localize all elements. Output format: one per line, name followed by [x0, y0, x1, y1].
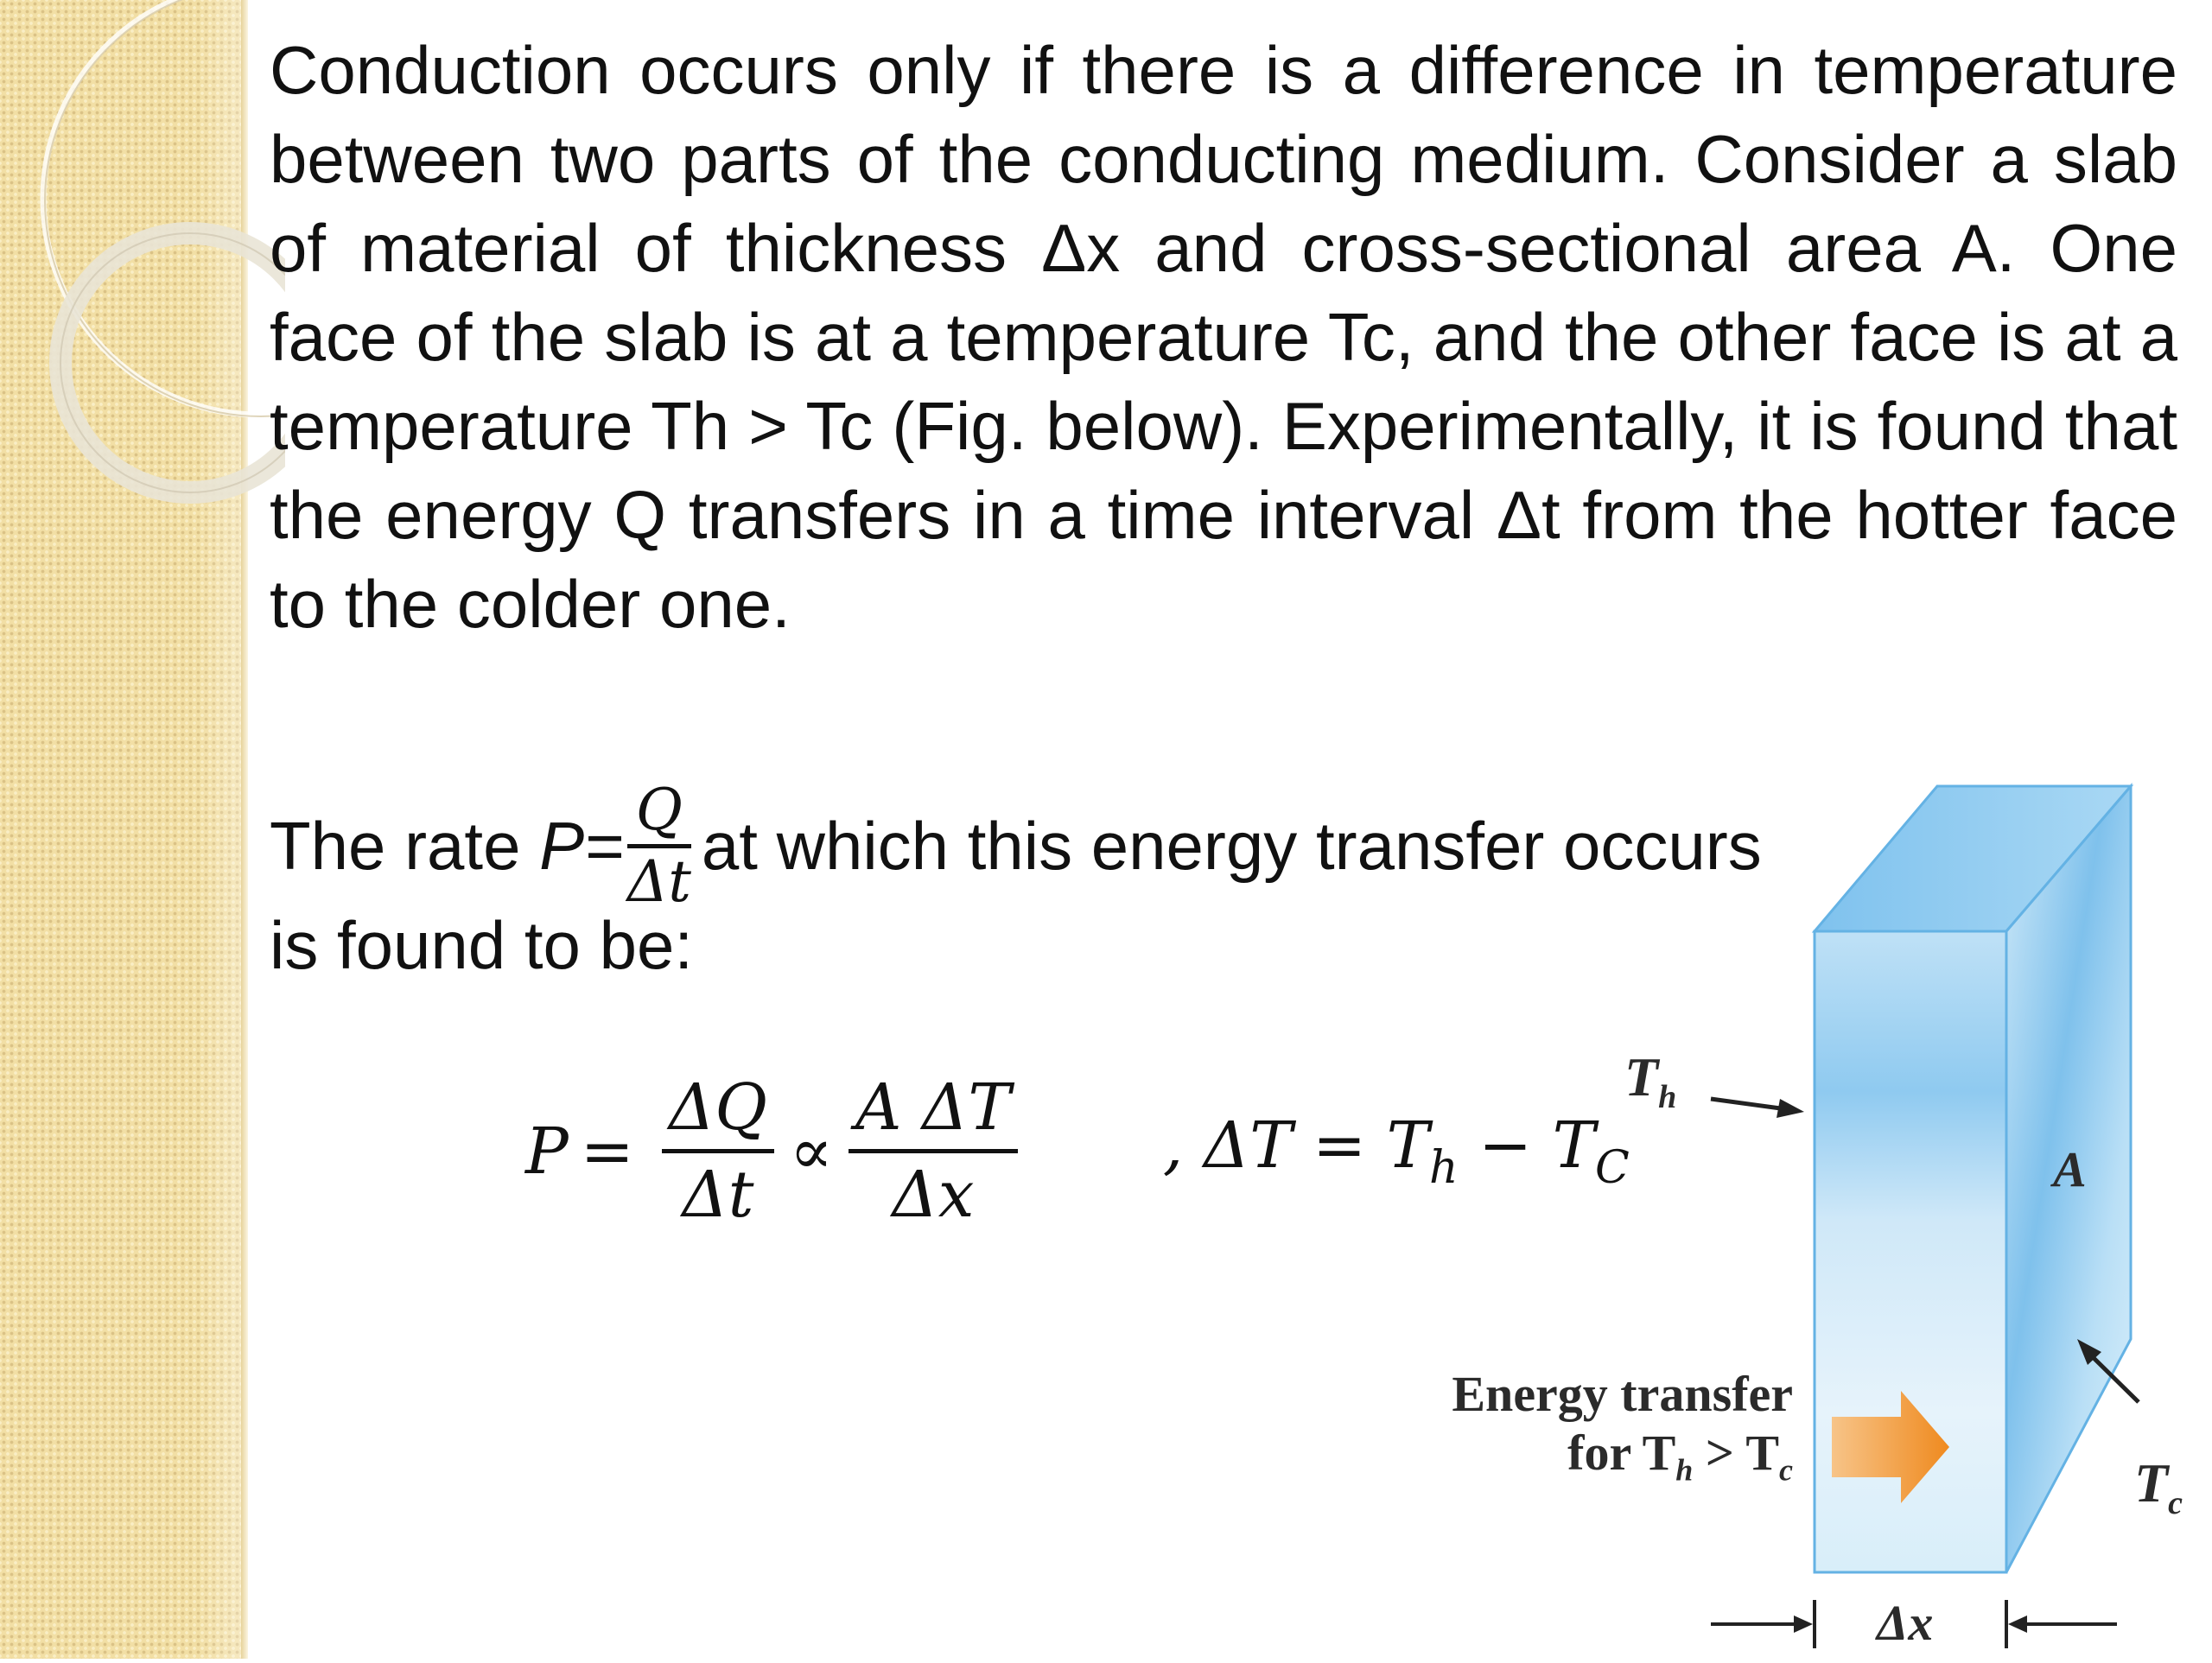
eq-frac1-denominator: Δt: [682, 1158, 754, 1232]
energy-label-line2: [1378, 1424, 1793, 1500]
decor-ring-large-shadow: [45, 0, 285, 416]
eq-def-sub-c: C: [1594, 1142, 1630, 1194]
body-paragraph: Conduction occurs only if there is a difference in temperature between two parts of the conducting medium. Consider a slab of material of thickness Δx and cross-sectional area A. One face of the slab is at a temperature Tc, and the other face is at a temperature Th > Tc (Fig. below). Experimentally, it is found that the energy Q transfers in a time interval Δt from the hotter face to the colder one.: [270, 32, 2177, 642]
eq-fraction-adt-dx: [849, 1071, 1018, 1231]
dx-left-arrow-head: [1794, 1615, 1813, 1633]
decor-ring-large: [43, 0, 285, 415]
eq-proportional: ∝: [789, 1114, 834, 1189]
eq-frac2-denominator: Δx: [892, 1158, 975, 1232]
rate-fraction-denominator: Δt: [626, 848, 691, 915]
area-label-text: A: [2053, 1141, 2087, 1197]
rate-fraction-numerator: Q: [627, 777, 691, 848]
rate-fraction: [627, 777, 691, 916]
eq-lhs: P: [525, 1114, 569, 1189]
th-label-t: T: [1624, 1046, 1659, 1108]
energy-label-line2-mid: > T: [1693, 1425, 1780, 1481]
energy-label-line2-prefix: for T: [1567, 1425, 1676, 1481]
area-label: [2053, 1140, 2087, 1198]
eq-frac2-numerator: A ΔT: [849, 1071, 1018, 1153]
found-to-be-line: is found to be:: [270, 907, 694, 983]
dx-label-text: Δx: [1877, 1595, 1934, 1651]
eq-def-mid: − T: [1458, 1108, 1595, 1183]
eq-def-sub-h: h: [1429, 1142, 1459, 1194]
eq-equals: =: [580, 1114, 634, 1189]
eq-fraction-dq-dt: [662, 1071, 774, 1231]
tc-label: [2134, 1451, 2183, 1522]
energy-label-line1: Energy transfer: [1452, 1366, 1793, 1422]
eq-frac1-numerator: ΔQ: [662, 1071, 774, 1153]
rate-symbol: P=: [539, 808, 624, 885]
tc-label-sub: c: [2168, 1484, 2183, 1521]
th-label: [1624, 1045, 1676, 1116]
th-label-sub: h: [1658, 1078, 1677, 1115]
eq-def-prefix: , ΔT = T: [1162, 1108, 1430, 1183]
energy-label-line2-sub-c: c: [1779, 1452, 1793, 1488]
th-arrow-line: [1711, 1099, 1787, 1109]
decor-ring-small: [60, 233, 285, 492]
th-arrow-head: [1777, 1099, 1804, 1118]
dx-label: [1877, 1594, 1933, 1652]
energy-transfer-label: [1378, 1365, 1793, 1500]
decorative-rings: [0, 0, 285, 553]
rate-suffix: at which this energy transfer occurs: [701, 808, 1762, 885]
slab-figure: [1365, 769, 2212, 1659]
energy-label-line2-sub-h: h: [1675, 1452, 1694, 1488]
tc-label-t: T: [2134, 1452, 2169, 1514]
rate-prefix: The rate: [270, 808, 540, 885]
slab-illustration: [1365, 769, 2212, 1659]
